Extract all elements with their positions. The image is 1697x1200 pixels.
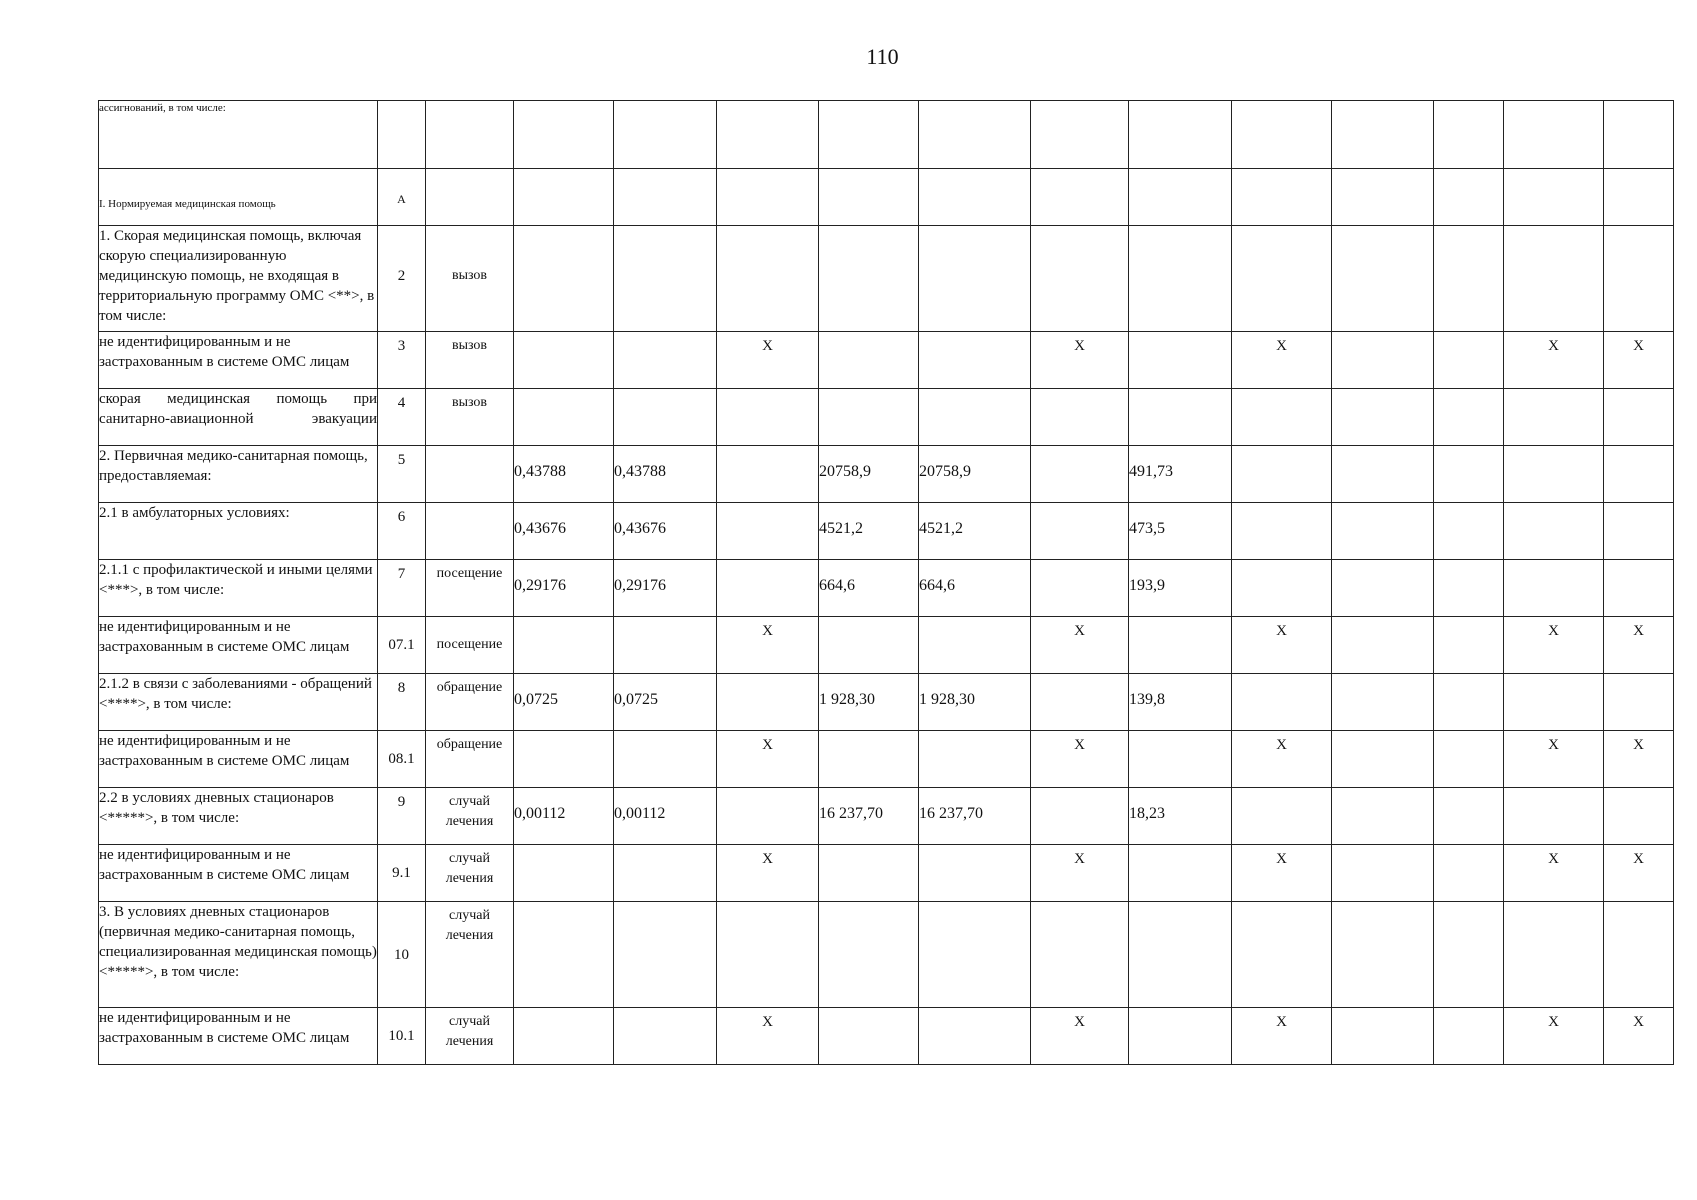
value-cell bbox=[514, 845, 614, 902]
value-cell bbox=[919, 902, 1031, 1008]
value-cell bbox=[1031, 101, 1129, 169]
x-mark: X bbox=[1504, 1008, 1604, 1065]
value-cell bbox=[1332, 169, 1434, 226]
value-cell bbox=[1434, 788, 1504, 845]
value-cell bbox=[514, 332, 614, 389]
value-cell bbox=[1129, 1008, 1232, 1065]
value-cell: 1 928,30 bbox=[819, 674, 919, 731]
value-cell bbox=[1504, 674, 1604, 731]
value-cell: 4521,2 bbox=[819, 503, 919, 560]
value-cell bbox=[1332, 902, 1434, 1008]
row-unit: посещение bbox=[426, 560, 514, 617]
value-cell bbox=[919, 617, 1031, 674]
value-cell bbox=[717, 788, 819, 845]
value-cell bbox=[1332, 1008, 1434, 1065]
value-cell bbox=[1332, 617, 1434, 674]
value-cell bbox=[819, 902, 919, 1008]
value-cell bbox=[614, 1008, 717, 1065]
value-cell: 1 928,30 bbox=[919, 674, 1031, 731]
value-cell bbox=[919, 332, 1031, 389]
table-row bbox=[99, 788, 1674, 845]
x-mark: X bbox=[717, 845, 819, 902]
value-cell bbox=[1129, 617, 1232, 674]
value-cell bbox=[1232, 389, 1332, 446]
value-cell bbox=[1332, 845, 1434, 902]
value-cell bbox=[819, 226, 919, 332]
table-row bbox=[99, 845, 1674, 902]
value-cell bbox=[819, 617, 919, 674]
x-mark: X bbox=[1504, 845, 1604, 902]
value-cell: 664,6 bbox=[919, 560, 1031, 617]
value-cell bbox=[1031, 169, 1129, 226]
value-cell bbox=[1434, 332, 1504, 389]
row-unit: вызов bbox=[426, 389, 514, 446]
row-unit: вызов bbox=[426, 226, 514, 332]
value-cell: 0,43676 bbox=[614, 503, 717, 560]
value-cell bbox=[819, 731, 919, 788]
value-cell bbox=[819, 169, 919, 226]
value-cell bbox=[1332, 788, 1434, 845]
value-cell bbox=[1129, 902, 1232, 1008]
value-cell bbox=[1504, 503, 1604, 560]
value-cell bbox=[1129, 101, 1232, 169]
value-cell: 0,0725 bbox=[614, 674, 717, 731]
row-number bbox=[378, 101, 426, 169]
value-cell bbox=[1232, 788, 1332, 845]
value-cell: 0,29176 bbox=[514, 560, 614, 617]
value-cell bbox=[614, 226, 717, 332]
row-label: не идентифицированным и не застрахованным в системе ОМС лицам bbox=[99, 332, 378, 389]
row-number: 6 bbox=[378, 503, 426, 560]
value-cell bbox=[1232, 902, 1332, 1008]
x-mark: X bbox=[1604, 731, 1674, 788]
value-cell bbox=[1434, 226, 1504, 332]
x-mark: X bbox=[1232, 845, 1332, 902]
value-cell bbox=[614, 332, 717, 389]
value-cell bbox=[1504, 169, 1604, 226]
value-cell bbox=[819, 101, 919, 169]
value-cell bbox=[717, 226, 819, 332]
row-number: 2 bbox=[378, 226, 426, 332]
value-cell bbox=[1434, 389, 1504, 446]
row-unit: случай лечения bbox=[426, 788, 514, 845]
x-mark: X bbox=[1232, 1008, 1332, 1065]
value-cell bbox=[717, 169, 819, 226]
value-cell bbox=[1504, 788, 1604, 845]
value-cell bbox=[1604, 446, 1674, 503]
row-label: 2. Первичная медико-санитарная помощь, предоставляемая: bbox=[99, 446, 378, 503]
row-unit: вызов bbox=[426, 332, 514, 389]
value-cell bbox=[614, 389, 717, 446]
value-cell bbox=[614, 617, 717, 674]
value-cell bbox=[514, 389, 614, 446]
value-cell bbox=[1434, 902, 1504, 1008]
value-cell bbox=[1434, 560, 1504, 617]
value-cell: 4521,2 bbox=[919, 503, 1031, 560]
value-cell bbox=[1332, 226, 1434, 332]
row-unit: случай лечения bbox=[426, 1008, 514, 1065]
value-cell bbox=[1434, 731, 1504, 788]
value-cell bbox=[1504, 101, 1604, 169]
value-cell bbox=[1031, 788, 1129, 845]
table-row bbox=[99, 503, 1674, 560]
table-row bbox=[99, 332, 1674, 389]
x-mark: X bbox=[717, 617, 819, 674]
value-cell: 20758,9 bbox=[919, 446, 1031, 503]
value-cell bbox=[1332, 101, 1434, 169]
value-cell bbox=[1332, 674, 1434, 731]
value-cell bbox=[614, 169, 717, 226]
x-mark: X bbox=[1031, 845, 1129, 902]
value-cell bbox=[514, 731, 614, 788]
x-mark: X bbox=[1031, 617, 1129, 674]
row-label: 3. В условиях дневных стационаров (первичная медико-санитарная помощь, специализированная медицинская помощь) <*****>, в том числе: bbox=[99, 902, 378, 1008]
value-cell: 16 237,70 bbox=[919, 788, 1031, 845]
value-cell bbox=[919, 845, 1031, 902]
row-unit bbox=[426, 503, 514, 560]
row-number: 10.1 bbox=[378, 1008, 426, 1065]
value-cell bbox=[1434, 101, 1504, 169]
value-cell: 0,43788 bbox=[514, 446, 614, 503]
value-cell bbox=[1332, 503, 1434, 560]
table-row bbox=[99, 389, 1674, 446]
value-cell bbox=[614, 845, 717, 902]
value-cell: 0,0725 bbox=[514, 674, 614, 731]
value-cell bbox=[1604, 169, 1674, 226]
value-cell bbox=[1434, 169, 1504, 226]
x-mark: X bbox=[1604, 332, 1674, 389]
value-cell bbox=[1434, 446, 1504, 503]
row-unit: обращение bbox=[426, 674, 514, 731]
value-cell bbox=[1232, 560, 1332, 617]
value-cell bbox=[1031, 226, 1129, 332]
row-label: 2.1.2 в связи с заболеваниями - обращений <****>, в том числе: bbox=[99, 674, 378, 731]
value-cell bbox=[1031, 446, 1129, 503]
value-cell bbox=[1604, 226, 1674, 332]
value-cell bbox=[1232, 226, 1332, 332]
row-label: I. Нормируемая медицинская помощь bbox=[99, 169, 378, 226]
row-label: не идентифицированным и не застрахованным в системе ОМС лицам bbox=[99, 731, 378, 788]
value-cell: 0,29176 bbox=[614, 560, 717, 617]
value-cell bbox=[1129, 226, 1232, 332]
x-mark: X bbox=[1604, 617, 1674, 674]
x-mark: X bbox=[1031, 731, 1129, 788]
x-mark: X bbox=[1232, 617, 1332, 674]
value-cell: 16 237,70 bbox=[819, 788, 919, 845]
value-cell bbox=[1604, 560, 1674, 617]
row-unit bbox=[426, 446, 514, 503]
row-unit: посещение bbox=[426, 617, 514, 674]
row-number: 8 bbox=[378, 674, 426, 731]
value-cell: 0,00112 bbox=[514, 788, 614, 845]
value-cell: 20758,9 bbox=[819, 446, 919, 503]
value-cell bbox=[614, 101, 717, 169]
value-cell bbox=[717, 389, 819, 446]
value-cell bbox=[919, 101, 1031, 169]
x-mark: X bbox=[717, 731, 819, 788]
data-table bbox=[98, 100, 1674, 1065]
table-row bbox=[99, 1008, 1674, 1065]
value-cell bbox=[1129, 169, 1232, 226]
row-number: 08.1 bbox=[378, 731, 426, 788]
x-mark: X bbox=[1232, 731, 1332, 788]
value-cell bbox=[614, 731, 717, 788]
table-row bbox=[99, 169, 1674, 226]
x-mark: X bbox=[1604, 1008, 1674, 1065]
value-cell: 664,6 bbox=[819, 560, 919, 617]
value-cell bbox=[1604, 788, 1674, 845]
row-label: не идентифицированным и не застрахованным в системе ОМС лицам bbox=[99, 845, 378, 902]
value-cell bbox=[919, 731, 1031, 788]
value-cell bbox=[819, 332, 919, 389]
value-cell bbox=[1232, 101, 1332, 169]
value-cell: 0,00112 bbox=[614, 788, 717, 845]
value-cell bbox=[1504, 446, 1604, 503]
table-row bbox=[99, 674, 1674, 731]
value-cell bbox=[717, 560, 819, 617]
table-row bbox=[99, 560, 1674, 617]
row-number: 9.1 bbox=[378, 845, 426, 902]
value-cell bbox=[717, 101, 819, 169]
value-cell bbox=[1604, 503, 1674, 560]
value-cell bbox=[1232, 674, 1332, 731]
value-cell bbox=[819, 845, 919, 902]
table-row bbox=[99, 226, 1674, 332]
value-cell bbox=[819, 1008, 919, 1065]
table-row bbox=[99, 446, 1674, 503]
value-cell bbox=[819, 389, 919, 446]
value-cell bbox=[1504, 226, 1604, 332]
value-cell bbox=[1129, 845, 1232, 902]
value-cell bbox=[1129, 389, 1232, 446]
value-cell bbox=[614, 902, 717, 1008]
value-cell bbox=[1434, 503, 1504, 560]
value-cell bbox=[1031, 560, 1129, 617]
row-number: А bbox=[378, 169, 426, 226]
row-number: 4 bbox=[378, 389, 426, 446]
table-row bbox=[99, 101, 1674, 169]
value-cell bbox=[717, 674, 819, 731]
x-mark: X bbox=[1504, 617, 1604, 674]
value-cell bbox=[514, 902, 614, 1008]
row-number: 7 bbox=[378, 560, 426, 617]
value-cell bbox=[1434, 617, 1504, 674]
row-unit: обращение bbox=[426, 731, 514, 788]
value-cell bbox=[514, 169, 614, 226]
row-unit bbox=[426, 169, 514, 226]
value-cell bbox=[1604, 389, 1674, 446]
value-cell bbox=[1031, 503, 1129, 560]
value-cell: 193,9 bbox=[1129, 560, 1232, 617]
row-label: 2.2 в условиях дневных стационаров <*****>, в том числе: bbox=[99, 788, 378, 845]
x-mark: X bbox=[1604, 845, 1674, 902]
row-label: не идентифицированным и не застрахованным в системе ОМС лицам bbox=[99, 1008, 378, 1065]
value-cell bbox=[1332, 731, 1434, 788]
x-mark: X bbox=[717, 332, 819, 389]
value-cell bbox=[514, 617, 614, 674]
value-cell bbox=[717, 446, 819, 503]
row-label: скорая медицинская помощь при санитарно-авиационной эвакуации bbox=[99, 389, 378, 446]
row-label: 2.1.1 с профилактической и иными целями <***>, в том числе: bbox=[99, 560, 378, 617]
value-cell bbox=[1434, 1008, 1504, 1065]
table-row bbox=[99, 617, 1674, 674]
value-cell bbox=[514, 101, 614, 169]
x-mark: X bbox=[1031, 332, 1129, 389]
value-cell bbox=[1504, 902, 1604, 1008]
value-cell bbox=[1504, 389, 1604, 446]
x-mark: X bbox=[717, 1008, 819, 1065]
row-label: ассигнований, в том числе: bbox=[99, 101, 378, 169]
value-cell bbox=[919, 226, 1031, 332]
row-number: 10 bbox=[378, 902, 426, 1008]
value-cell bbox=[1504, 560, 1604, 617]
x-mark: X bbox=[1232, 332, 1332, 389]
value-cell bbox=[1232, 169, 1332, 226]
value-cell: 18,23 bbox=[1129, 788, 1232, 845]
value-cell bbox=[919, 389, 1031, 446]
value-cell bbox=[1232, 503, 1332, 560]
value-cell bbox=[1232, 446, 1332, 503]
value-cell bbox=[1031, 674, 1129, 731]
value-cell bbox=[514, 226, 614, 332]
value-cell bbox=[1332, 446, 1434, 503]
row-label: 2.1 в амбулаторных условиях: bbox=[99, 503, 378, 560]
value-cell: 139,8 bbox=[1129, 674, 1232, 731]
row-number: 5 bbox=[378, 446, 426, 503]
row-number: 3 bbox=[378, 332, 426, 389]
row-label: не идентифицированным и не застрахованным в системе ОМС лицам bbox=[99, 617, 378, 674]
value-cell: 0,43676 bbox=[514, 503, 614, 560]
value-cell bbox=[1129, 731, 1232, 788]
value-cell bbox=[717, 902, 819, 1008]
value-cell bbox=[514, 1008, 614, 1065]
value-cell bbox=[1031, 389, 1129, 446]
row-number: 07.1 bbox=[378, 617, 426, 674]
value-cell bbox=[1604, 674, 1674, 731]
value-cell bbox=[1434, 845, 1504, 902]
x-mark: X bbox=[1504, 332, 1604, 389]
row-unit: случай лечения bbox=[426, 845, 514, 902]
value-cell bbox=[1604, 902, 1674, 1008]
row-label: 1. Скорая медицинская помощь, включая скорую специализированную медицинскую помощь, не входящая в территориальную программу ОМС <**>, в том числе: bbox=[99, 226, 378, 332]
value-cell: 473,5 bbox=[1129, 503, 1232, 560]
table-row bbox=[99, 902, 1674, 1008]
row-unit: случай лечения bbox=[426, 902, 514, 1008]
value-cell bbox=[919, 169, 1031, 226]
row-number: 9 bbox=[378, 788, 426, 845]
x-mark: X bbox=[1504, 731, 1604, 788]
value-cell: 0,43788 bbox=[614, 446, 717, 503]
value-cell bbox=[1129, 332, 1232, 389]
table-row bbox=[99, 731, 1674, 788]
page-number: 110 bbox=[866, 44, 899, 69]
value-cell bbox=[1332, 389, 1434, 446]
value-cell bbox=[1031, 902, 1129, 1008]
x-mark: X bbox=[1031, 1008, 1129, 1065]
value-cell: 491,73 bbox=[1129, 446, 1232, 503]
value-cell bbox=[717, 503, 819, 560]
value-cell bbox=[1434, 674, 1504, 731]
value-cell bbox=[1604, 101, 1674, 169]
value-cell bbox=[1332, 332, 1434, 389]
row-unit bbox=[426, 101, 514, 169]
value-cell bbox=[919, 1008, 1031, 1065]
value-cell bbox=[1332, 560, 1434, 617]
